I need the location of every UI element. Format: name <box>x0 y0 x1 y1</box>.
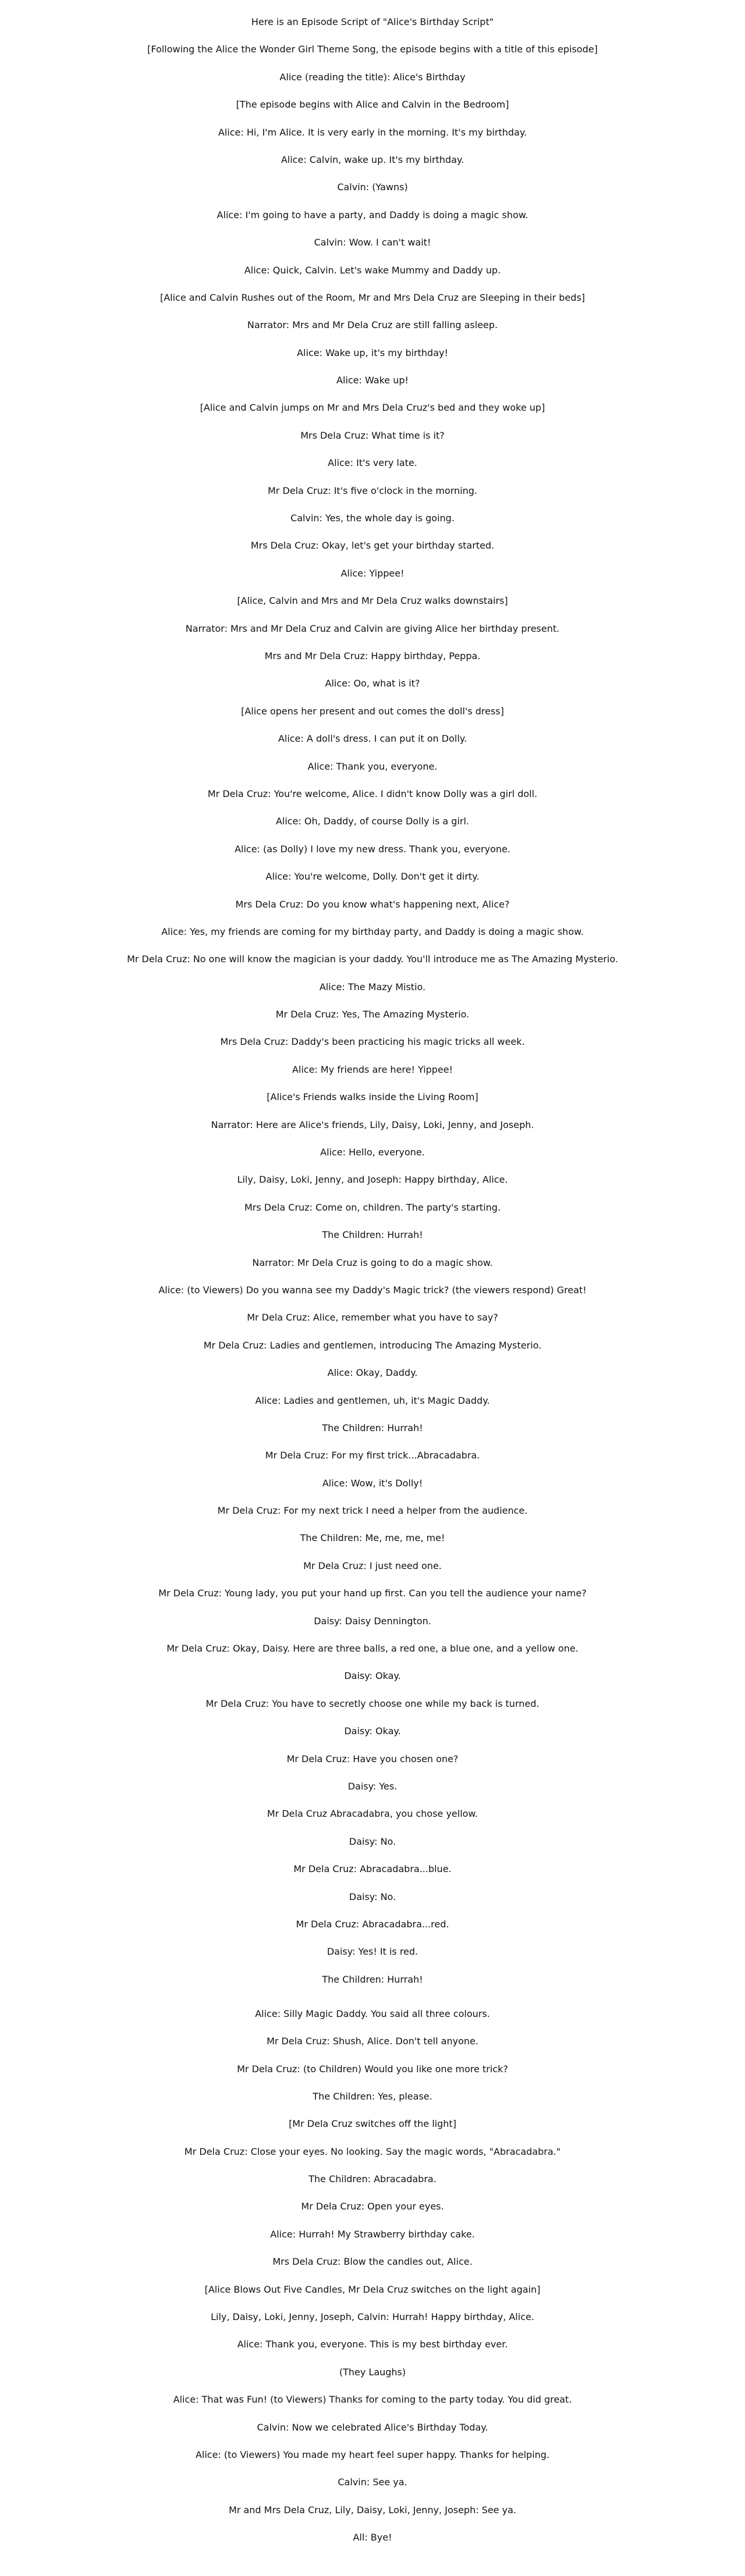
dialogue-line: Mr Dela Cruz: Yes, The Amazing Mysterio. <box>275 1009 470 1020</box>
dialogue-line: Alice: Yes, my friends are coming for my birthday party, and Daddy is doing a magic show. <box>161 926 584 937</box>
dialogue-line: The Children: Hurrah! <box>322 1229 423 1241</box>
dialogue-line: Narrator: Mrs and Mr Dela Cruz are still falling asleep. <box>247 319 498 331</box>
dialogue-line: Mr Dela Cruz: Young lady, you put your hand up first. Can you tell the audience your name? <box>158 1588 587 1599</box>
dialogue-line: Alice: Ladies and gentlemen, uh, it's Magic Daddy. <box>255 1394 490 1406</box>
dialogue-line: Alice: A doll's dress. I can put it on Dolly. <box>278 733 467 745</box>
dialogue-line: Alice: The Mazy Mistio. <box>319 981 426 992</box>
dialogue-line: Mrs Dela Cruz: Do you know what's happening next, Alice? <box>235 898 510 910</box>
dialogue-line: Alice: Wake up, it's my birthday! <box>297 347 448 358</box>
dialogue-line: The Children: Abracadabra. <box>308 2173 437 2185</box>
dialogue-line: Alice: I'm going to have a party, and Daddy is doing a magic show. <box>217 209 528 220</box>
stage-direction: [Alice and Calvin Rushes out of the Room, Mr and Mrs Dela Cruz are Sleeping in their beds] <box>159 291 586 303</box>
dialogue-line: Lily, Daisy, Loki, Jenny, and Joseph: Happy birthday, Alice. <box>237 1174 508 1186</box>
dialogue-line: Mr Dela Cruz: For my first trick...Abracadabra. <box>265 1450 480 1461</box>
dialogue-line: Mr Dela Cruz: I just need one. <box>303 1560 442 1571</box>
dialogue-line: Mrs Dela Cruz: Come on, children. The party's starting. <box>244 1201 501 1213</box>
dialogue-line: Narrator: Mr Dela Cruz is going to do a magic show. <box>252 1257 493 1268</box>
dialogue-line: Mr and Mrs Dela Cruz, Lily, Daisy, Loki, Jenny, Joseph: See ya. <box>229 2504 516 2515</box>
dialogue-line: Alice: Okay, Daddy. <box>327 1367 418 1379</box>
dialogue-line: Alice: Thank you, everyone. This is my best birthday ever. <box>237 2339 508 2350</box>
dialogue-line: Mr Dela Cruz: For my next trick I need a helper from the audience. <box>217 1505 528 1517</box>
dialogue-line: Alice: Hi, I'm Alice. It is very early in the morning. It's my birthday. <box>218 126 527 138</box>
dialogue-line: Alice: It's very late. <box>328 457 417 469</box>
dialogue-line: Alice: Quick, Calvin. Let's wake Mummy and Daddy up. <box>244 264 501 276</box>
dialogue-line: Alice: Wake up! <box>336 375 409 386</box>
dialogue-line: Alice: (as Dolly) I love my new dress. Thank you, everyone. <box>235 843 510 855</box>
dialogue-line: Mr Dela Cruz: Have you chosen one? <box>286 1753 459 1764</box>
dialogue-line: Daisy: Okay. <box>344 1725 401 1737</box>
dialogue-line: The Children: Hurrah! <box>322 1422 423 1433</box>
dialogue-line: All: Bye! <box>353 2532 392 2543</box>
dialogue-line: Mrs Dela Cruz: Blow the candles out, Alice. <box>272 2256 473 2268</box>
dialogue-line: Narrator: Mrs and Mr Dela Cruz and Calvin are giving Alice her birthday present. <box>185 622 560 634</box>
dialogue-line: Alice: My friends are here! Yippee! <box>292 1063 453 1075</box>
stage-direction: [Mr Dela Cruz switches off the light] <box>289 2118 456 2130</box>
stage-direction: [The episode begins with Alice and Calvin in the Bedroom] <box>236 99 509 111</box>
dialogue-line: Mr Dela Cruz: Alice, remember what you have to say? <box>247 1312 498 1323</box>
stage-direction: (They Laughs) <box>339 2366 406 2378</box>
dialogue-line: Narrator: Here are Alice's friends, Lily, Daisy, Loki, Jenny, and Joseph. <box>211 1119 534 1130</box>
stage-direction: [Alice's Friends walks inside the Living Room] <box>267 1091 478 1103</box>
dialogue-line: Alice: (to Viewers) Do you wanna see my Daddy's Magic trick? (the viewers respond) Great! <box>158 1284 587 1296</box>
dialogue-line: Alice: Oh, Daddy, of course Dolly is a girl. <box>275 816 470 827</box>
dialogue-line: Alice: Calvin, wake up. It's my birthday. <box>281 154 464 165</box>
stage-direction: [Alice Blows Out Five Candles, Mr Dela Cruz switches on the light again] <box>204 2283 541 2295</box>
dialogue-line: The Children: Hurrah! <box>322 1973 423 1985</box>
dialogue-line: Alice: Thank you, everyone. <box>307 760 438 772</box>
dialogue-line: Alice: Silly Magic Daddy. You said all three colours. <box>255 2008 490 2019</box>
stage-direction: [Alice, Calvin and Mrs and Mr Dela Cruz walks downstairs] <box>237 595 508 607</box>
dialogue-line: Mr Dela Cruz: You have to secretly choose one while my back is turned. <box>205 1698 540 1709</box>
dialogue-line: Alice: That was Fun! (to Viewers) Thanks for coming to the party today. You did great. <box>173 2394 572 2406</box>
dialogue-line: Mr Dela Cruz: Shush, Alice. Don't tell anyone. <box>267 2036 478 2047</box>
dialogue-line: Mr Dela Cruz: Close your eyes. No looking. Say the magic words, "Abracadabra." <box>184 2146 561 2157</box>
dialogue-line: Daisy: No. <box>349 1891 396 1902</box>
dialogue-line: Mr Dela Cruz: You're welcome, Alice. I didn't know Dolly was a girl doll. <box>207 788 538 799</box>
dialogue-line: Calvin: Wow. I can't wait! <box>314 237 431 248</box>
dialogue-line: Alice (reading the title): Alice's Birthday <box>279 71 466 83</box>
dialogue-line: The Children: Yes, please. <box>313 2090 432 2102</box>
dialogue-line: Calvin: (Yawns) <box>337 182 408 193</box>
dialogue-line: The Children: Me, me, me, me! <box>300 1532 445 1544</box>
dialogue-line: Daisy: No. <box>349 1835 396 1847</box>
dialogue-line: Mrs and Mr Dela Cruz: Happy birthday, Peppa. <box>264 650 481 661</box>
dialogue-line: Daisy: Daisy Dennington. <box>314 1615 431 1627</box>
dialogue-line: Mr Dela Cruz: Abracadabra...blue. <box>293 1863 452 1875</box>
dialogue-line: Daisy: Yes. <box>347 1781 398 1792</box>
dialogue-line: Alice: Hello, everyone. <box>320 1147 425 1158</box>
dialogue-line: Mr Dela Cruz: Ladies and gentlemen, introducing The Amazing Mysterio. <box>203 1339 542 1351</box>
stage-direction: [Following the Alice the Wonder Girl Theme Song, the episode begins with a title of this episode] <box>147 44 598 55</box>
dialogue-line: Mrs Dela Cruz: What time is it? <box>300 429 445 441</box>
dialogue-line: Mr Dela Cruz: (to Children) Would you like one more trick? <box>237 2063 508 2075</box>
stage-direction: [Alice and Calvin jumps on Mr and Mrs Dela Cruz's bed and they woke up] <box>200 402 545 414</box>
dialogue-line: Daisy: Yes! It is red. <box>327 1946 418 1958</box>
dialogue-line: Daisy: Okay. <box>344 1670 401 1682</box>
dialogue-line: Lily, Daisy, Loki, Jenny, Joseph, Calvin: Hurrah! Happy birthday, Alice. <box>211 2311 534 2323</box>
stage-direction: [Alice opens her present and out comes the doll's dress] <box>241 705 504 717</box>
dialogue-line: Alice: Hurrah! My Strawberry birthday cake. <box>270 2228 475 2240</box>
dialogue-line: Mr Dela Cruz: Abracadabra...red. <box>296 1918 449 1930</box>
dialogue-line: Mr Dela Cruz: No one will know the magician is your daddy. You'll introduce me as The Amazing Mysterio. <box>127 953 618 965</box>
dialogue-line: Calvin: See ya. <box>338 2477 407 2488</box>
dialogue-line: Mr Dela Cruz: It's five o'clock in the morning. <box>267 485 478 496</box>
script-heading: Here is an Episode Script of "Alice's Birthday Script" <box>251 16 494 27</box>
dialogue-line: Alice: (to Viewers) You made my heart feel super happy. Thanks for helping. <box>195 2449 550 2460</box>
dialogue-line: Mr Dela Cruz: Open your eyes. <box>301 2201 444 2212</box>
dialogue-line: Mrs Dela Cruz: Okay, let's get your birthday started. <box>250 540 495 552</box>
dialogue-line: Calvin: Now we celebrated Alice's Birthday Today. <box>257 2421 488 2433</box>
dialogue-line: Mrs Dela Cruz: Daddy's been practicing his magic tricks all week. <box>220 1036 525 1048</box>
dialogue-line: Alice: Oo, what is it? <box>325 678 420 689</box>
dialogue-line: Mr Dela Cruz Abracadabra, you chose yellow. <box>267 1808 478 1820</box>
dialogue-line: Calvin: Yes, the whole day is going. <box>290 513 455 524</box>
dialogue-line: Alice: Yippee! <box>340 567 405 579</box>
dialogue-line: Alice: You're welcome, Dolly. Don't get it dirty. <box>265 871 480 883</box>
dialogue-line: Alice: Wow, it's Dolly! <box>322 1477 423 1489</box>
dialogue-line: Mr Dela Cruz: Okay, Daisy. Here are three balls, a red one, a blue one, and a yellow one. <box>166 1643 579 1655</box>
